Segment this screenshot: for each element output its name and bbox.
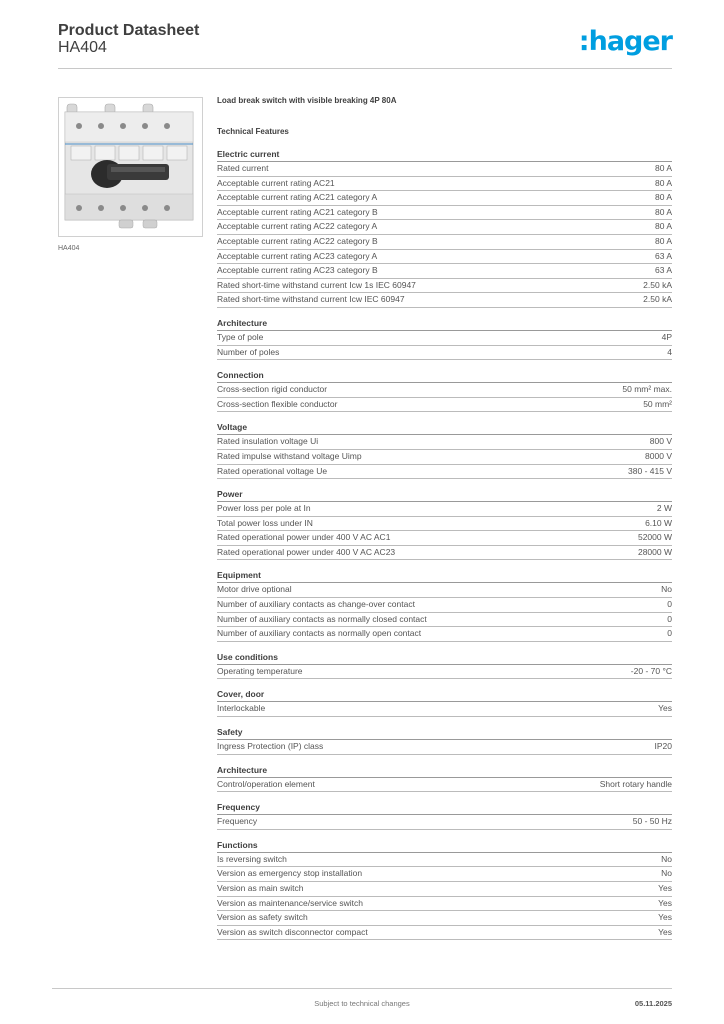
spec-label: Motor drive optional [217, 584, 292, 595]
spec-label: Rated impulse withstand voltage Uimp [217, 450, 362, 461]
spec-row [217, 897, 672, 912]
datasheet-content [217, 96, 672, 940]
spec-label: Number of poles [217, 346, 280, 357]
spec-value: 4 [667, 346, 672, 357]
spec-label: Rated short-time withstand current Icw 1s IEC 60947 [217, 279, 416, 290]
spec-section [217, 765, 672, 793]
spec-label: Version as safety switch [217, 912, 308, 923]
spec-label: Number of auxiliary contacts as change-over contact [217, 599, 415, 610]
section-title: Electric current [217, 149, 672, 162]
spec-section [217, 689, 672, 717]
spec-section [217, 422, 672, 479]
spec-row [217, 853, 672, 868]
spec-label: Rated current [217, 163, 269, 173]
spec-value: 80 A [654, 235, 672, 246]
spec-row [217, 220, 672, 235]
product-image [58, 97, 203, 237]
spec-row [217, 250, 672, 265]
spec-row [217, 465, 672, 480]
spec-value: 50 mm² [643, 398, 672, 409]
spec-label: Acceptable current rating AC21 category A [217, 192, 378, 203]
spec-value: 63 A [654, 250, 672, 261]
spec-value: 800 V [649, 436, 672, 447]
spec-row [217, 279, 672, 294]
spec-value: IP20 [654, 741, 672, 752]
section-title: Power [217, 489, 672, 502]
spec-value: 63 A [654, 265, 672, 276]
load-break-switch-image [59, 98, 202, 236]
spec-row [217, 450, 672, 465]
spec-row [217, 583, 672, 598]
spec-value: 2 W [656, 503, 672, 514]
spec-row [217, 740, 672, 755]
spec-row [217, 867, 672, 882]
spec-row [217, 702, 672, 717]
spec-value: 4P [661, 331, 672, 342]
spec-label: Rated short-time withstand current Icw IEC 60947 [217, 294, 405, 305]
spec-row [217, 531, 672, 546]
spec-value: 380 - 415 V [628, 465, 672, 476]
spec-row [217, 627, 672, 642]
spec-value: 52000 W [637, 532, 672, 543]
spec-value: Yes [658, 703, 672, 714]
section-title: Architecture [217, 765, 672, 778]
spec-label: Number of auxiliary contacts as normally open contact [217, 628, 422, 639]
spec-label: Frequency [217, 816, 258, 827]
spec-row [217, 517, 672, 532]
spec-value: Yes [658, 912, 672, 923]
spec-row [217, 162, 672, 177]
spec-label: Control/operation element [217, 778, 315, 789]
spec-row [217, 665, 672, 680]
header-divider [58, 68, 672, 69]
spec-label: Interlockable [217, 703, 266, 714]
product-description: Load break switch with visible breaking 4P 80A [217, 96, 397, 105]
section-title: Safety [217, 727, 672, 740]
spec-label: Acceptable current rating AC23 category B [217, 265, 378, 276]
footer-date: 05.11.2025 [634, 999, 672, 1008]
spec-label: Version as emergency stop installation [217, 868, 363, 879]
spec-row [217, 383, 672, 398]
spec-value: 80 A [654, 206, 672, 217]
spec-section [217, 840, 672, 941]
spec-value: Short rotary handle [599, 778, 672, 789]
spec-value: Yes [658, 897, 672, 908]
spec-value: Yes [658, 926, 672, 937]
spec-value: No [661, 868, 672, 879]
section-title: Use conditions [217, 652, 672, 665]
spec-section [217, 727, 672, 755]
spec-label: Power loss per pole at In [217, 503, 311, 514]
spec-label: Total power loss under IN [217, 517, 313, 528]
spec-sections [217, 149, 672, 940]
section-title: Equipment [217, 570, 672, 583]
spec-value: 0 [667, 628, 672, 639]
spec-value: 50 mm² max. [622, 384, 672, 395]
spec-row [217, 911, 672, 926]
section-title: Cover, door [217, 689, 672, 702]
spec-label: Version as switch disconnector compact [217, 926, 368, 937]
spec-row [217, 264, 672, 279]
technical-features-heading: Technical Features [217, 127, 289, 136]
spec-value: 2.50 kA [643, 279, 672, 290]
spec-section [217, 370, 672, 412]
spec-row [217, 398, 672, 413]
spec-label: Rated operational voltage Ue [217, 465, 328, 476]
spec-label: Version as maintenance/service switch [217, 897, 363, 908]
spec-label: Rated operational power under 400 V AC AC23 [217, 546, 396, 557]
product-image-caption: HA404 [58, 245, 80, 252]
spec-section [217, 318, 672, 360]
product-reference: HA404 [58, 39, 107, 56]
spec-row [217, 613, 672, 628]
spec-label: Cross-section flexible conductor [217, 398, 338, 409]
spec-label: Number of auxiliary contacts as normally closed contact [217, 613, 427, 624]
spec-value: 28000 W [637, 546, 672, 557]
spec-value: 80 A [654, 221, 672, 232]
spec-value: 80 A [654, 163, 672, 173]
spec-label: Is reversing switch [217, 853, 287, 864]
spec-row [217, 235, 672, 250]
spec-row [217, 926, 672, 941]
spec-label: Rated operational power under 400 V AC AC1 [217, 532, 391, 543]
page-title: Product Datasheet [58, 22, 200, 39]
spec-row [217, 346, 672, 361]
spec-value: 0 [667, 599, 672, 610]
spec-value: 2.50 kA [643, 294, 672, 305]
spec-label: Ingress Protection (IP) class [217, 741, 324, 752]
spec-label: Acceptable current rating AC22 category A [217, 221, 378, 232]
spec-value: 50 - 50 Hz [632, 816, 672, 827]
section-title: Architecture [217, 318, 672, 331]
spec-value: -20 - 70 °C [630, 665, 672, 676]
footer-divider [52, 988, 672, 989]
spec-row [217, 882, 672, 897]
spec-section [217, 802, 672, 830]
section-title: Frequency [217, 802, 672, 815]
spec-label: Acceptable current rating AC21 [217, 177, 335, 188]
spec-value: 0 [667, 613, 672, 624]
spec-label: Type of pole [217, 331, 264, 342]
spec-row [217, 331, 672, 346]
hager-logo: :hager [578, 26, 672, 57]
spec-section [217, 149, 672, 308]
spec-row [217, 546, 672, 561]
spec-section [217, 570, 672, 641]
spec-row [217, 778, 672, 793]
spec-value: 8000 V [645, 450, 672, 461]
spec-label: Acceptable current rating AC21 category B [217, 206, 378, 217]
spec-row [217, 435, 672, 450]
footer-note: Subject to technical changes [314, 999, 410, 1008]
spec-value: 6.10 W [645, 517, 672, 528]
spec-row [217, 177, 672, 192]
spec-label: Acceptable current rating AC22 category B [217, 235, 378, 246]
section-title: Connection [217, 370, 672, 383]
spec-value: Yes [658, 883, 672, 893]
spec-value: No [661, 584, 672, 595]
spec-row [217, 502, 672, 517]
spec-label: Acceptable current rating AC23 category A [217, 250, 378, 261]
spec-value: No [661, 853, 672, 864]
spec-value: 80 A [654, 192, 672, 203]
spec-row [217, 191, 672, 206]
spec-label: Cross-section rigid conductor [217, 384, 328, 395]
spec-row [217, 815, 672, 830]
spec-row [217, 598, 672, 613]
spec-section [217, 489, 672, 560]
spec-label: Operating temperature [217, 665, 303, 676]
section-title: Functions [217, 840, 672, 853]
spec-label: Rated insulation voltage Ui [217, 436, 319, 447]
spec-section [217, 652, 672, 680]
spec-row [217, 293, 672, 308]
spec-value: 80 A [654, 177, 672, 188]
section-title: Voltage [217, 422, 672, 435]
spec-row [217, 206, 672, 221]
spec-label: Version as main switch [217, 883, 304, 893]
